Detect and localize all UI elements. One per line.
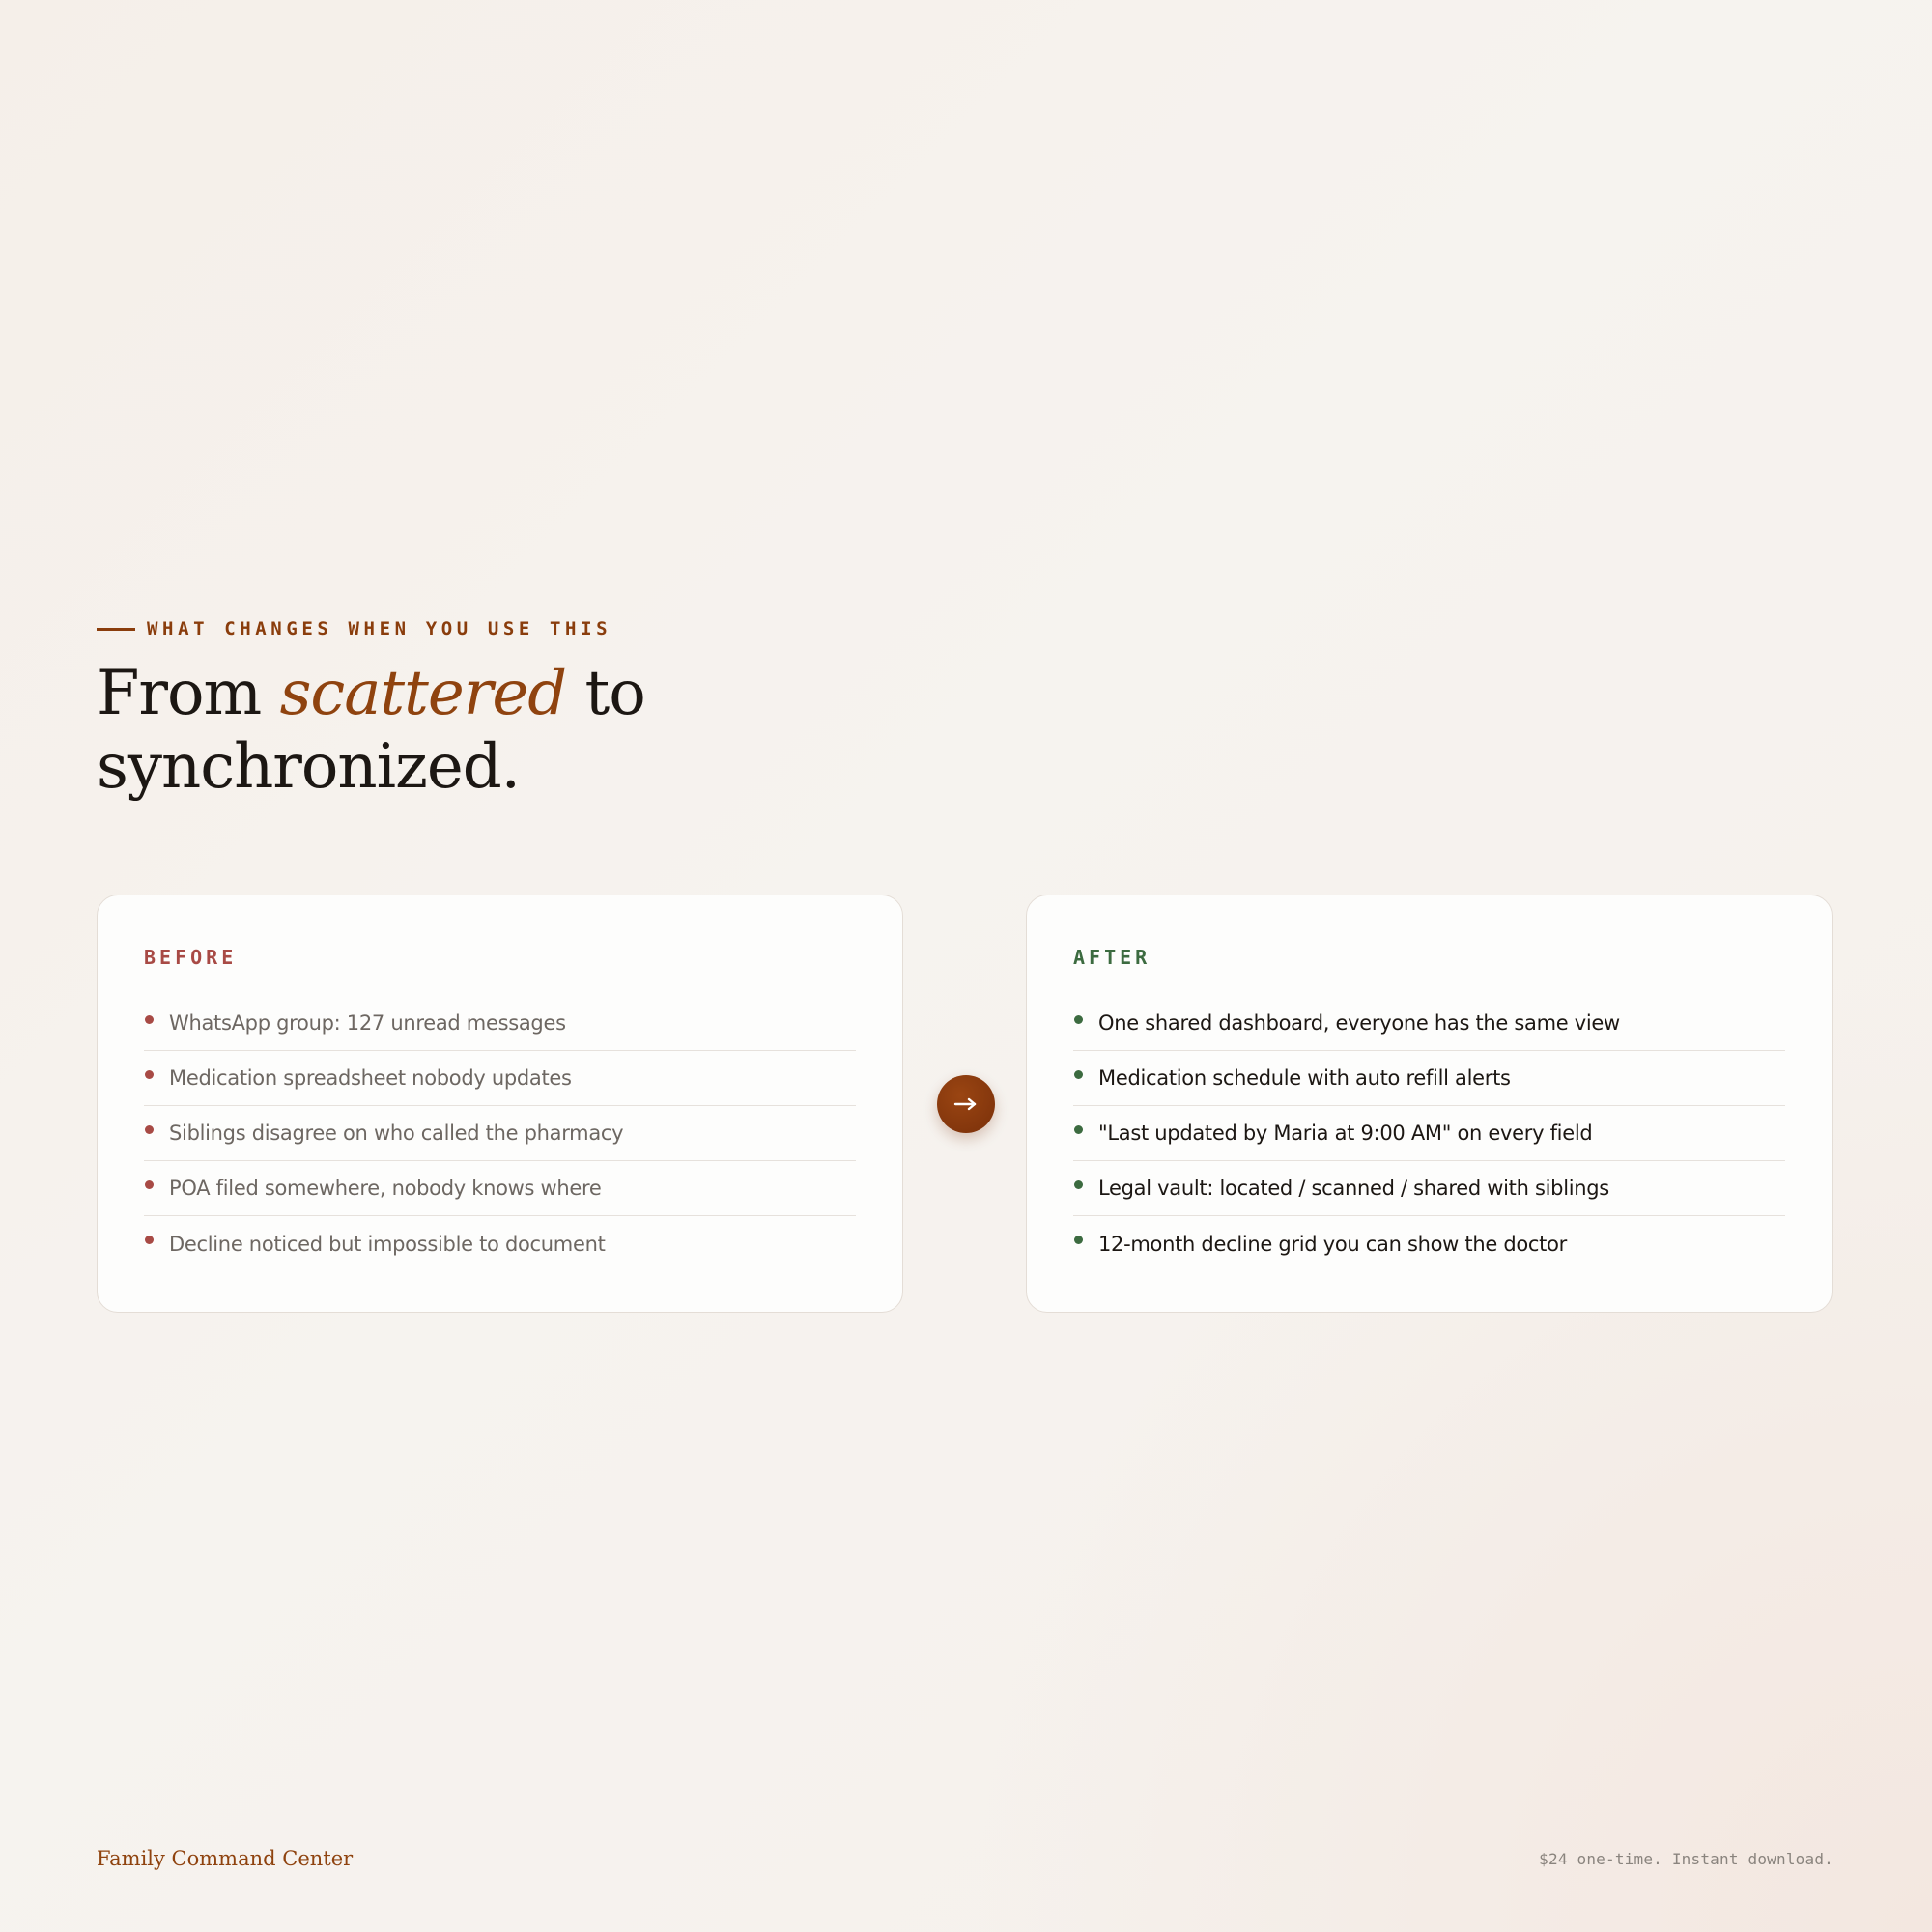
before-list-item [144,1106,856,1161]
headline-part1: From [97,658,280,729]
after-card [1026,895,1833,1313]
before-list-item [144,1161,856,1216]
bullet-dot-icon [145,1070,154,1079]
after-item-text: Medication schedule with auto refill alerts [1098,1066,1511,1090]
before-item-text: Siblings disagree on who called the pharmacy [169,1122,624,1145]
bullet-dot-icon [145,1125,154,1134]
bullet-dot-icon [145,1236,154,1244]
bullet-dot-icon [145,1180,154,1189]
page-title [97,657,645,804]
eyebrow-rule [97,628,135,631]
after-list-item [1073,1051,1785,1106]
arrow-right-icon [937,1075,995,1133]
headline-accent: scattered [279,658,567,729]
eyebrow-text: WHAT CHANGES WHEN YOU USE THIS [147,618,612,639]
bullet-dot-icon [145,1015,154,1024]
headline-part2: to [566,658,645,729]
after-item-text: One shared dashboard, everyone has the same view [1098,1011,1620,1035]
before-list-item [144,1051,856,1106]
after-label: AFTER [1073,946,1151,969]
footer-brand: Family Command Center [97,1847,354,1870]
after-item-text: "Last updated by Maria at 9:00 AM" on every field [1098,1122,1593,1145]
bullet-dot-icon [1074,1015,1083,1024]
before-item-text: POA filed somewhere, nobody knows where [169,1177,602,1200]
before-list [144,996,856,1271]
bullet-dot-icon [1074,1236,1083,1244]
before-label: BEFORE [144,946,238,969]
before-list-item [144,996,856,1051]
footer-price-note: $24 one-time. Instant download. [1539,1850,1833,1868]
before-item-text: Decline noticed but impossible to document [169,1232,606,1256]
after-list-item [1073,1106,1785,1161]
after-list-item [1073,1161,1785,1216]
after-list-item [1073,1216,1785,1271]
bullet-dot-icon [1074,1180,1083,1189]
after-item-text: Legal vault: located / scanned / shared with siblings [1098,1177,1609,1200]
after-list-item [1073,996,1785,1051]
after-list [1073,996,1785,1271]
arrow-right-glyph [953,1096,979,1112]
bullet-dot-icon [1074,1070,1083,1079]
before-item-text: WhatsApp group: 127 unread messages [169,1011,566,1035]
bullet-dot-icon [1074,1125,1083,1134]
before-list-item [144,1216,856,1271]
before-card [97,895,903,1313]
section-eyebrow [97,614,611,643]
headline-line2: synchronized. [97,731,520,803]
after-item-text: 12-month decline grid you can show the doctor [1098,1232,1567,1256]
before-item-text: Medication spreadsheet nobody updates [169,1066,572,1090]
